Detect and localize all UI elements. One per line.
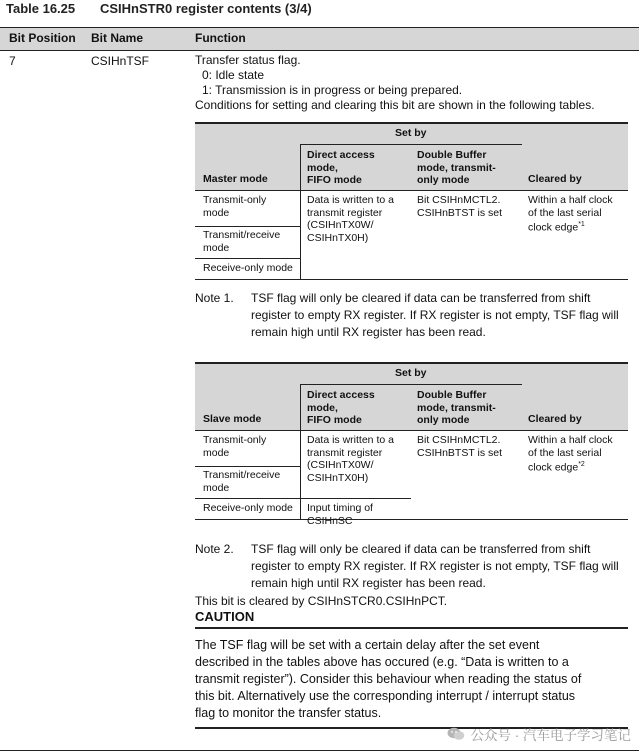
function-description bbox=[195, 53, 595, 113]
note-1-text: TSF flag will only be cleared if data can be transferred from shift register to empty RX register. If RX register is not empty, TSF flag will remain high until RX register has been read. bbox=[251, 291, 619, 339]
mode-cell: Receive-only mode bbox=[203, 262, 293, 274]
mode-cell: Transmit/receive mode bbox=[203, 469, 281, 494]
double-buffer-header: Double Buffer mode, transmit- only mode bbox=[417, 149, 496, 186]
direct-access-header: Direct access mode, FIFO mode bbox=[307, 149, 375, 186]
caution-title: CAUTION bbox=[195, 609, 255, 624]
desc-line: 0: Idle state bbox=[202, 68, 265, 82]
caution-top-rule bbox=[195, 627, 628, 629]
table-caption bbox=[6, 1, 312, 16]
direct-access-header: Direct access mode, FIFO mode bbox=[307, 389, 375, 426]
desc-line: Conditions for setting and clearing this bit are shown in the following tables. bbox=[195, 98, 595, 112]
cleared-by-value: Within a half clock of the last serial clock edge$^{*1}$ bbox=[528, 194, 613, 234]
cleared-by-line: This bit is cleared by CSIHnSTCR0.CSIHnPCT. bbox=[195, 594, 448, 608]
note-2-text: TSF flag will only be cleared if data can be transferred from shift register to empty RX register. If RX register is not empty, TSF flag will remain high until RX register has been read. bbox=[251, 542, 619, 590]
bit-name-cell: CSIHnTSF bbox=[91, 54, 150, 68]
wechat-icon bbox=[447, 727, 465, 741]
cleared-by-value: Within a half clock of the last serial clock edge$^{*2}$ bbox=[528, 434, 613, 474]
mode-header: Slave mode bbox=[203, 413, 262, 425]
footnote-ref: *2 bbox=[578, 461, 585, 468]
cleared-by-header: Cleared by bbox=[528, 173, 582, 185]
slave-mode-table bbox=[195, 362, 628, 527]
watermark bbox=[447, 724, 632, 744]
header-bit-name: Bit Name bbox=[91, 31, 144, 45]
note-1-label: Note 1. bbox=[195, 291, 234, 305]
double-buffer-value: Bit CSIHnMCTL2. CSIHnBTST is set bbox=[417, 194, 502, 219]
mode-cell: Transmit-only mode bbox=[203, 194, 267, 219]
watermark-text: 公众号 · 汽车电子学习笔记 bbox=[470, 728, 631, 743]
input-timing-value: Input timing of CSIHnSC bbox=[307, 502, 373, 527]
header-function: Function bbox=[195, 31, 246, 45]
set-by-header: Set by bbox=[395, 127, 427, 139]
table-number: Table 16.25 bbox=[6, 1, 76, 16]
mode-header: Master mode bbox=[203, 173, 268, 185]
table-title: CSIHnSTR0 register contents (3/4) bbox=[100, 1, 312, 16]
desc-line: 1: Transmission is in progress or being prepared. bbox=[202, 83, 463, 97]
master-mode-table bbox=[195, 122, 628, 280]
cleared-by-header: Cleared by bbox=[528, 413, 582, 425]
double-buffer-value: Bit CSIHnMCTL2. CSIHnBTST is set bbox=[417, 434, 502, 459]
desc-line: Transfer status flag. bbox=[195, 53, 301, 67]
mode-cell: Transmit-only mode bbox=[203, 434, 267, 459]
mode-cell: Receive-only mode bbox=[203, 502, 293, 514]
note-2-label: Note 2. bbox=[195, 542, 234, 556]
header-bit-position: Bit Position bbox=[9, 31, 76, 45]
direct-access-value: Data is written to a transmit register (CSIHnTX0W/ CSIHnTX0H) bbox=[307, 434, 394, 484]
bit-position-cell: 7 bbox=[9, 54, 16, 68]
caution-text: The TSF flag will be set with a certain delay after the set event described in the tables above has occured (e.g. “Data is written to a transmit register”). Consider this behaviour when reading the status of this bit. Alternatively use the corresponding interrupt / interrupt status flag to monitor the transfer status. bbox=[195, 638, 582, 720]
direct-access-value: Data is written to a transmit register (CSIHnTX0W/ CSIHnTX0H) bbox=[307, 194, 394, 244]
double-buffer-header: Double Buffer mode, transmit- only mode bbox=[417, 389, 496, 426]
footnote-ref: *1 bbox=[578, 221, 585, 228]
table-bottom-rule bbox=[0, 750, 639, 751]
table-header bbox=[0, 27, 639, 51]
mode-cell: Transmit/receive mode bbox=[203, 229, 281, 254]
set-by-header: Set by bbox=[395, 367, 427, 379]
